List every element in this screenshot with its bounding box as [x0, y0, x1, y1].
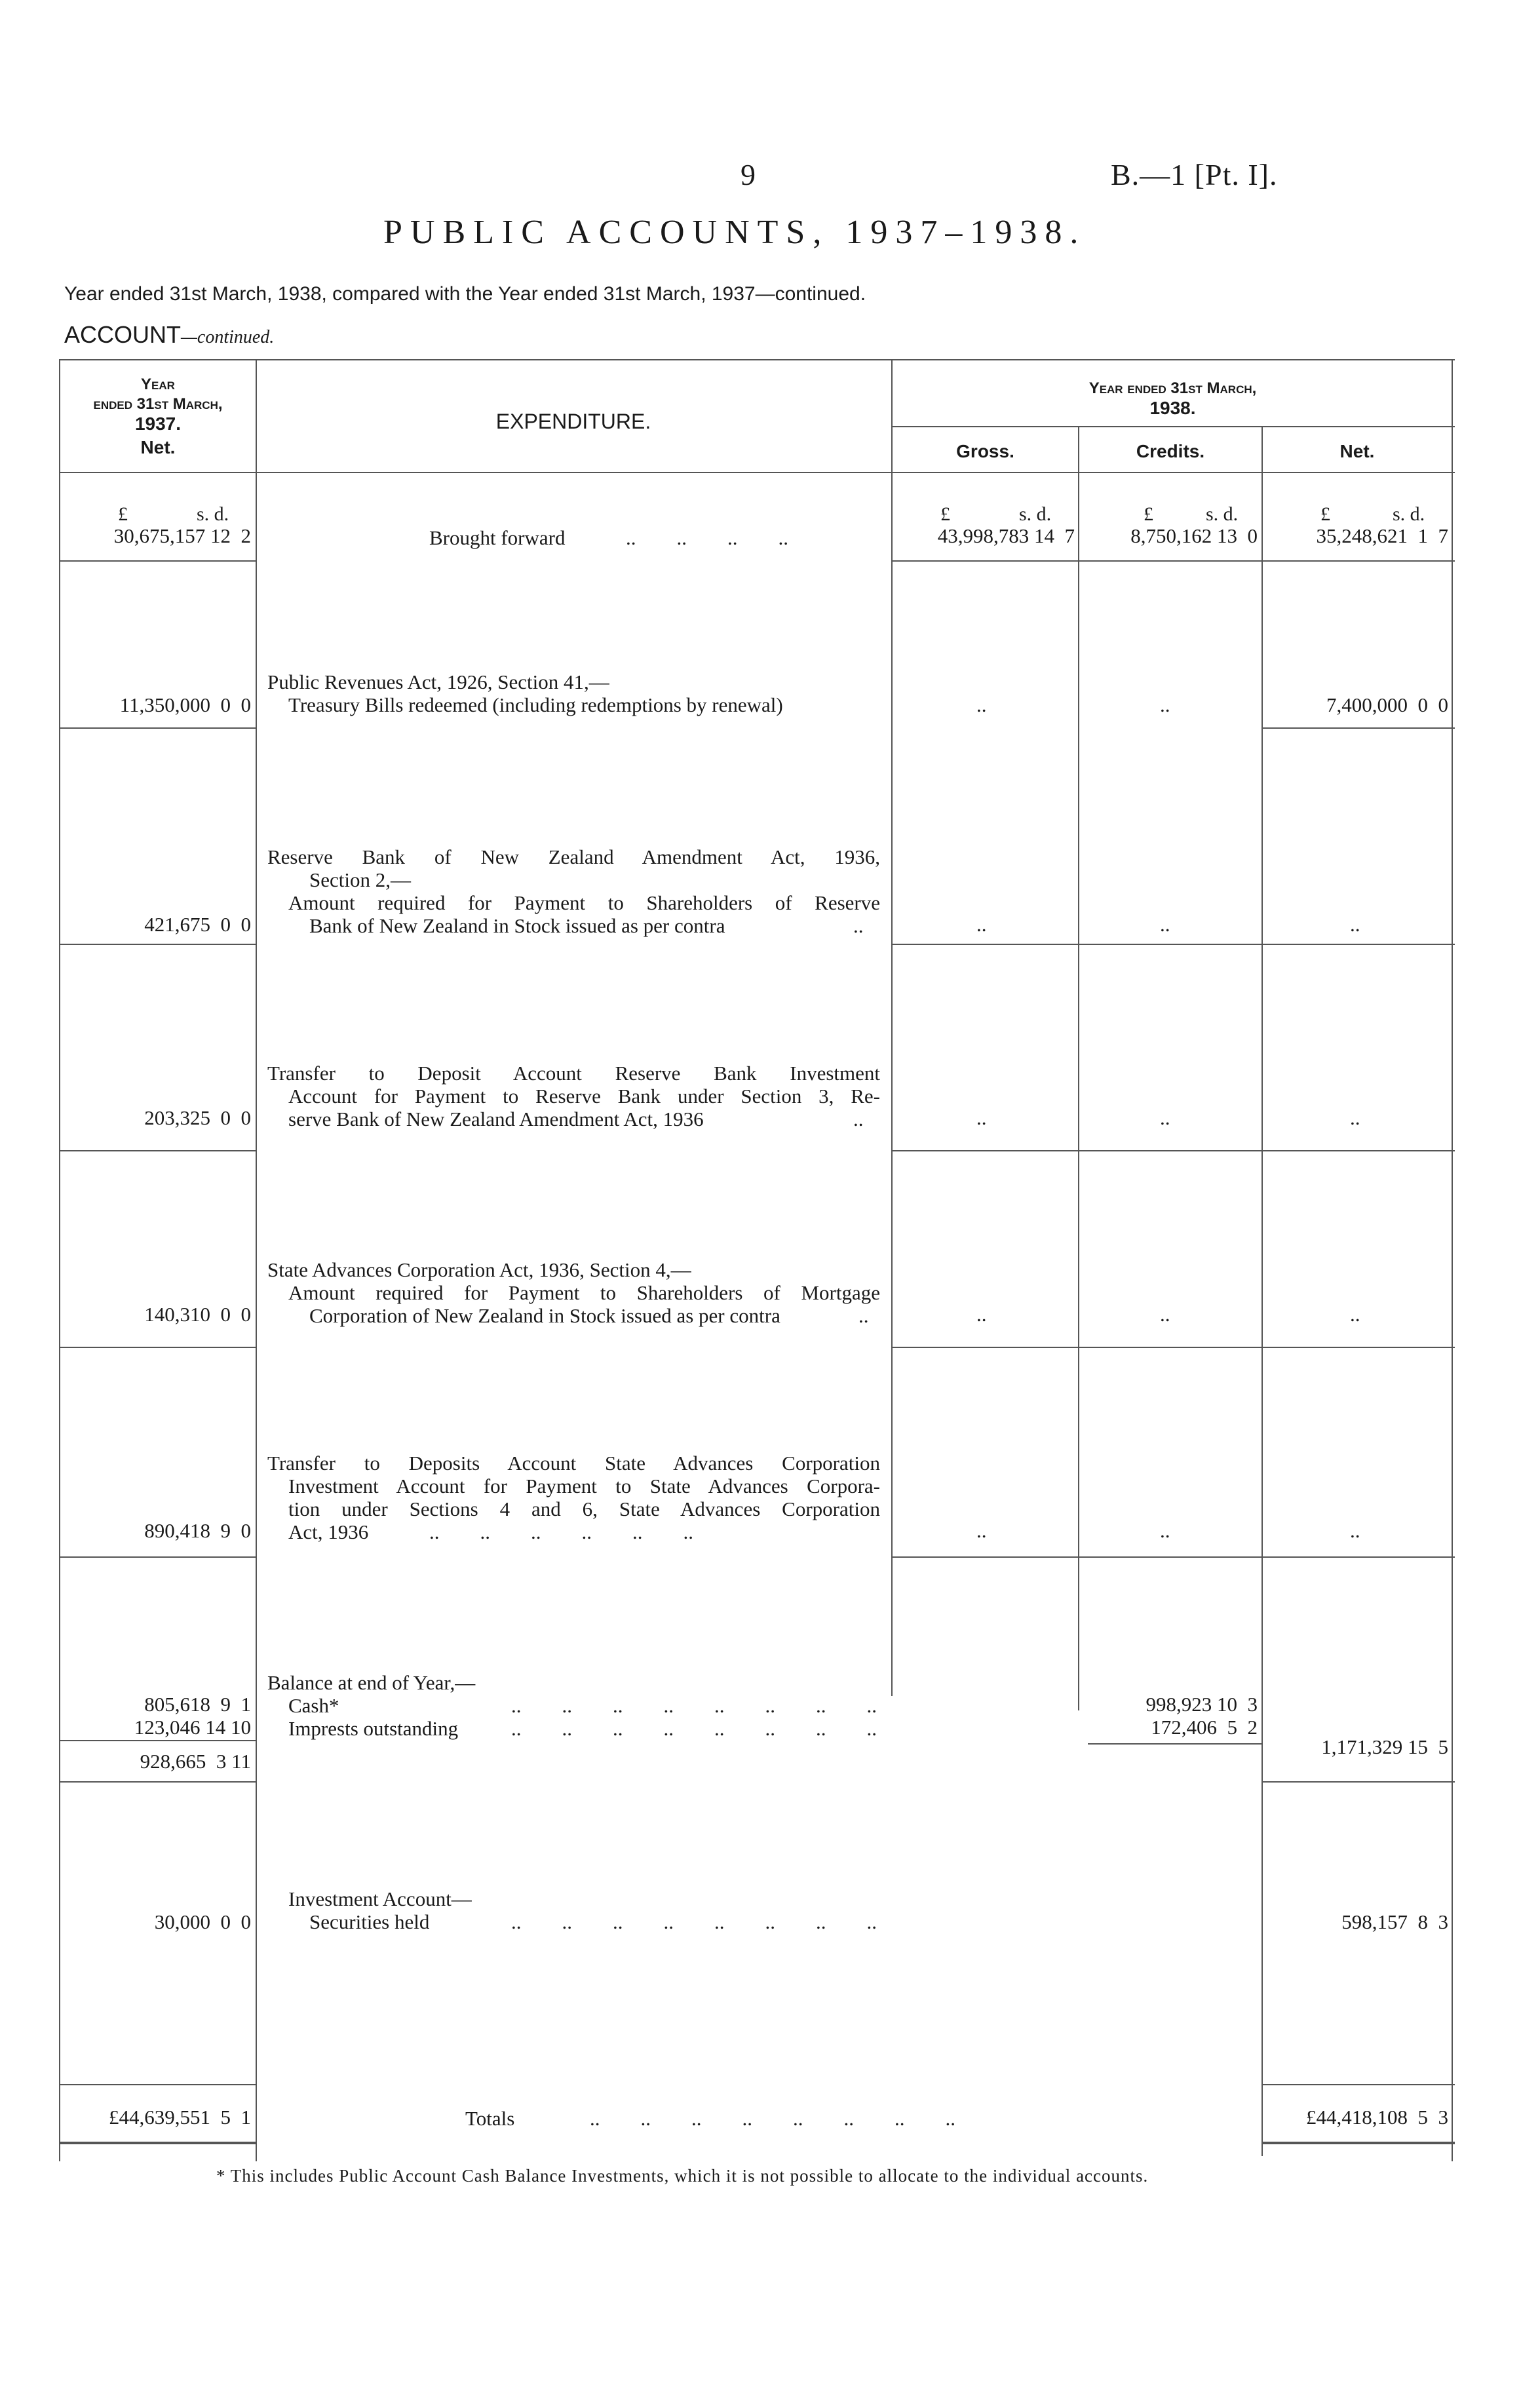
- row-label: Amount required for Payment to Shareholders of Reserve: [288, 891, 880, 914]
- rule-row: [891, 1150, 1455, 1151]
- rule-pre-total: [59, 2084, 256, 2085]
- row-label: serve Bank of New Zealand Amendment Act, 1936: [288, 1108, 704, 1130]
- totals-label: Totals: [465, 2107, 515, 2130]
- credits-amount: 8,750,162 13 0: [1130, 524, 1258, 547]
- row-label: Bank of New Zealand in Stock issued as per contra: [309, 914, 725, 937]
- leader-dots: ..: [1160, 1106, 1170, 1129]
- unit-sd: s. d.: [197, 503, 229, 525]
- rule-balance-sum: [59, 1740, 256, 1741]
- net-total-amount: £44,418,108 5 3: [1306, 2106, 1448, 2129]
- gross-amount: 43,998,783 14 7: [937, 524, 1075, 547]
- unit-pound: £: [118, 503, 128, 525]
- rule-row: [1261, 727, 1455, 729]
- row-label: Cash*: [288, 1694, 339, 1717]
- unit-pound: £: [940, 503, 950, 525]
- row-label: Corporation of New Zealand in Stock issued as per contra: [309, 1304, 780, 1327]
- prev-amount: 11,350,000 0 0: [119, 693, 251, 716]
- leader-dots: ..: [976, 913, 987, 936]
- unit-pound: £: [1320, 503, 1330, 525]
- prev-cash-amount: 805,618 9 1: [144, 1693, 251, 1716]
- prev-amount: 890,418 9 0: [144, 1519, 251, 1542]
- row-label: Public Revenues Act, 1926, Section 41,—: [267, 670, 609, 693]
- leader-dots: ..: [1350, 1303, 1360, 1326]
- prev-amount: 203,325 0 0: [144, 1106, 251, 1129]
- row-label: Act, 1936: [288, 1520, 369, 1543]
- prev-amount: 30,675,157 12 2: [113, 524, 251, 547]
- unit-sd: s. d.: [1206, 503, 1239, 525]
- row-label: tion under Sections 4 and 6, State Advances Corporation: [288, 1497, 880, 1520]
- page-subtitle: Year ended 31st March, 1938, compared with the Year ended 31st March, 1937—continued.: [64, 283, 866, 305]
- prev-balance-total: 928,665 3 11: [140, 1750, 251, 1773]
- leader-dots: ..: [858, 1304, 869, 1327]
- rule-row: [891, 944, 1455, 945]
- net-amount: 598,157 8 3: [1341, 1910, 1448, 1933]
- row-label: Reserve Bank of New Zealand Amendment Act, 1936,: [267, 845, 880, 868]
- leader-dots: .. .. .. .. .. .. .. ..: [511, 1694, 877, 1717]
- rule-row: [891, 1347, 1455, 1348]
- rule-row: [59, 1347, 256, 1348]
- prev-imprests-amount: 123,046 14 10: [134, 1716, 251, 1739]
- row-label: Section 2,—: [309, 868, 411, 891]
- net-amount: 35,248,621 1 7: [1316, 524, 1448, 547]
- prev-year-header: [60, 375, 256, 457]
- row-label: Investment Account for Payment to State Advances Corpora-: [288, 1475, 880, 1497]
- document-reference: B.—1 [Pt. I].: [1111, 158, 1278, 191]
- rule-bf-prev: [59, 560, 256, 562]
- net-amount: 7,400,000 0 0: [1326, 693, 1448, 716]
- expenditure-header: EXPENDITURE.: [495, 410, 651, 433]
- gross-header: Gross.: [956, 441, 1014, 461]
- leader-dots: .. .. .. .. .. .. .. ..: [511, 1910, 877, 1933]
- prev-amount: 140,310 0 0: [144, 1303, 251, 1326]
- account-label: ACCOUNT: [64, 321, 181, 348]
- rule-row: [59, 1781, 256, 1783]
- row-label: Transfer to Deposit Account Reserve Bank Investment: [267, 1062, 880, 1085]
- prev-year-line3: 1937.: [134, 414, 182, 434]
- unit-sd: s. d.: [1393, 503, 1425, 525]
- leader-dots: ..: [1350, 1106, 1360, 1129]
- rule-row: [59, 727, 256, 729]
- row-label: Brought forward: [429, 526, 566, 549]
- imprests-credits-amount: 172,406 5 2: [1151, 1716, 1258, 1739]
- footnote: * This includes Public Account Cash Balance Investments, which it is not possible to allocate to the individual accounts.: [216, 2166, 1149, 2186]
- leader-dots: .. .. .. ..: [626, 526, 788, 549]
- rule-credits-left: [1078, 426, 1079, 1710]
- rule-bf-current: [891, 560, 1455, 562]
- current-year-header: [893, 379, 1453, 418]
- prev-amount: 421,675 0 0: [144, 913, 251, 936]
- unit-pound: £: [1144, 503, 1153, 525]
- net-amount: 1,171,329 15 5: [1321, 1735, 1448, 1758]
- row-label: Imprests outstanding: [288, 1717, 459, 1740]
- row-label: Investment Account—: [288, 1887, 472, 1910]
- row-label: Balance at end of Year,—: [267, 1671, 476, 1694]
- account-heading: [64, 321, 274, 349]
- leader-dots: ..: [1350, 913, 1360, 936]
- account-suffix: —continued.: [181, 327, 275, 347]
- leader-dots: ..: [853, 1108, 864, 1130]
- prev-year-line2: ended 31st March,: [93, 395, 223, 413]
- rule-right: [1452, 359, 1453, 2161]
- leader-dots: .. .. .. .. .. .. .. ..: [590, 2107, 955, 2130]
- prev-year-line1: Year: [141, 376, 175, 393]
- rule-total: [1261, 2142, 1455, 2144]
- prev-total-amount: £44,639,551 5 1: [109, 2106, 251, 2129]
- rule-left: [59, 359, 60, 2161]
- rule-top: [59, 359, 1455, 360]
- rule-balance-credits: [1088, 1743, 1261, 1745]
- leader-dots: ..: [1160, 693, 1170, 716]
- leader-dots: ..: [1350, 1519, 1360, 1542]
- row-label: Amount required for Payment to Shareholders of Mortgage: [288, 1281, 880, 1304]
- rule-prev-col: [256, 359, 257, 2161]
- row-label: Treasury Bills redeemed (including redemptions by renewal): [288, 693, 783, 716]
- leader-dots: ..: [1160, 1519, 1170, 1542]
- rule-header-bottom: [59, 472, 1455, 473]
- current-year-line1: Year ended 31st March,: [1088, 379, 1257, 397]
- current-year-line2: 1938.: [1149, 398, 1196, 418]
- rule-total: [59, 2142, 256, 2144]
- cash-credits-amount: 998,923 10 3: [1145, 1693, 1258, 1716]
- page-title: PUBLIC ACCOUNTS, 1937–1938.: [383, 214, 1087, 251]
- prev-amount: 30,000 0 0: [154, 1910, 251, 1933]
- rule-year-header: [891, 426, 1455, 427]
- rule-net-left: [1261, 426, 1263, 2156]
- row-label: State Advances Corporation Act, 1936, Section 4,—: [267, 1258, 691, 1281]
- row-label: Account for Payment to Reserve Bank under Section 3, Re-: [288, 1085, 880, 1108]
- page-number: 9: [741, 158, 756, 191]
- rule-pre-total: [1261, 2084, 1455, 2085]
- leader-dots: ..: [976, 693, 987, 716]
- rule-row: [59, 1150, 256, 1151]
- leader-dots: ..: [1160, 913, 1170, 936]
- leader-dots: ..: [853, 914, 864, 937]
- prev-year-net: Net.: [140, 437, 176, 457]
- leader-dots: ..: [976, 1519, 987, 1542]
- row-label: Securities held: [309, 1910, 430, 1933]
- net-header: Net.: [1339, 441, 1375, 461]
- leader-dots: .. .. .. .. .. ..: [429, 1520, 693, 1543]
- rule-row: [59, 1556, 256, 1558]
- rule-row: [1261, 1781, 1455, 1783]
- rule-row: [891, 1556, 1455, 1558]
- unit-sd: s. d.: [1019, 503, 1052, 525]
- rule-row: [59, 944, 256, 945]
- row-label: Transfer to Deposits Account State Advances Corporation: [267, 1452, 880, 1475]
- credits-header: Credits.: [1136, 441, 1205, 461]
- leader-dots: ..: [976, 1106, 987, 1129]
- leader-dots: ..: [976, 1303, 987, 1326]
- rule-gross-left: [891, 359, 893, 1696]
- leader-dots: .. .. .. .. .. .. .. ..: [511, 1717, 877, 1740]
- leader-dots: ..: [1160, 1303, 1170, 1326]
